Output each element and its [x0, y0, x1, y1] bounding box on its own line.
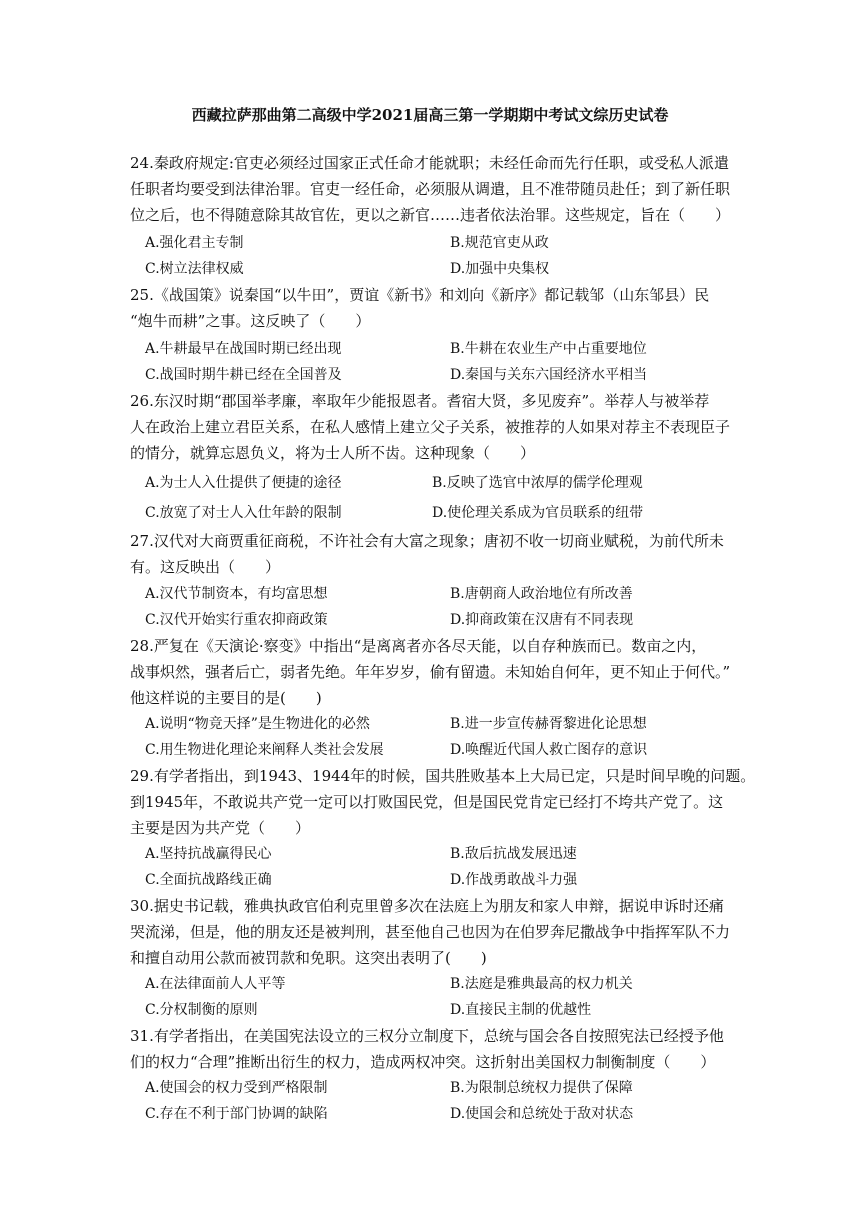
option-b: B.反映了选官中浓厚的儒学伦理观 [432, 475, 643, 491]
question-stem-line: 24.秦政府规定:官吏必须经过国家正式任命才能就职；未经任命而先行任职，或受私人派遣 [130, 154, 729, 172]
question-stem-line: 战事炽然，强者后亡，弱者先绝。年年岁岁，偷有留遗。未知始自何年，更不知止于何代。” [130, 663, 731, 681]
question-stem-line: 任职者均要受到法律治罪。官吏一经任命，必须服从调遣，且不准带随员赴任；到了新任职 [130, 180, 731, 198]
question-stem-line: 27.汉代对大商贾重征商税，不许社会有大富之现象；唐初不收一切商业赋税，为前代所未 [130, 532, 724, 550]
option-c: C.放宽了对士人入仕年龄的限制 [145, 505, 342, 521]
option-b: B.法庭是雅典最高的权力机关 [450, 976, 633, 992]
option-a: A.牛耕最早在战国时期已经出现 [145, 341, 342, 357]
option-b: B.敌后抗战发展迅速 [450, 846, 577, 862]
option-c: C.战国时期牛耕已经在全国普及 [145, 367, 342, 383]
option-b: B.进一步宣传赫胥黎进化论思想 [450, 716, 647, 732]
question-stem-line: 25.《战国策》说秦国“以牛田”，贾谊《新书》和刘向《新序》都记载邹（山东邹县）民 [130, 286, 710, 304]
question-stem-line: 到1945年，不敢说共产党一定可以打败国民党，但是国民党肯定已经打不垮共产党了。这 [130, 793, 724, 811]
question-stem-line: 31.有学者指出，在美国宪法设立的三权分立制度下，总统与国会各自按照宪法已经授予他 [130, 1027, 724, 1045]
question-stem-line: 他这样说的主要目的是( ) [130, 689, 322, 707]
question-stem-line: 30.据史书记载，雅典执政官伯利克里曾多次在法庭上为朋友和家人申辩，据说申诉时还痛 [130, 897, 724, 915]
question-stem-line: 位之后，也不得随意除其故官佐，更以之新官……违者依法治罪。这些规定，旨在（ ） [130, 206, 731, 224]
question-stem-line: “炮牛而耕”之事。这反映了（ ） [130, 312, 371, 330]
question-stem-line: 和擅自动用公款而被罚款和免职。这突出表明了( ) [130, 949, 487, 967]
option-b: B.唐朝商人政治地位有所改善 [450, 586, 633, 602]
question-stem-line: 29.有学者指出，到1943、1944年的时候，国共胜败基本上大局已定，只是时间早晚的问题。 [130, 767, 756, 785]
option-c: C.汉代开始实行重农抑商政策 [145, 612, 328, 628]
question-stem-line: 有。这反映出（ ） [130, 558, 281, 576]
option-d: D.秦国与关东六国经济水平相当 [450, 367, 648, 383]
option-c: C.用生物进化理论来阐释人类社会发展 [145, 742, 384, 758]
question-stem-line: 人在政治上建立君臣关系，在私人感情上建立父子关系，被推荐的人如果对荐主不表现臣子 [130, 418, 731, 436]
option-a: A.强化君主专制 [145, 235, 244, 251]
option-a: A.坚持抗战赢得民心 [145, 846, 272, 862]
option-c: C.存在不利于部门协调的缺陷 [145, 1106, 328, 1122]
option-d: D.直接民主制的优越性 [450, 1002, 592, 1018]
question-stem-line: 26.东汉时期“郡国举孝廉，率取年少能报恩者。耆宿大贤，多见废弃”。举荐人与被举荐 [130, 392, 710, 410]
option-b: B.为限制总统权力提供了保障 [450, 1080, 633, 1096]
option-c: C.分权制衡的原则 [145, 1002, 258, 1018]
question-stem-line: 的情分，就算忘恩负义，将为士人所不齿。这种现象（ ） [130, 444, 536, 462]
option-c: C.全面抗战路线正确 [145, 872, 272, 888]
question-stem-line: 主要是因为共产党（ ） [130, 819, 311, 837]
option-d: D.唤醒近代国人救亡图存的意识 [450, 742, 648, 758]
question-stem-line: 们的权力“合理”推断出衍生的权力，造成两权冲突。这折射出美国权力制衡制度（ ） [130, 1053, 716, 1071]
question-stem-line: 哭流涕，但是，他的朋友还是被判刑，甚至他自己也因为在伯罗奔尼撒战争中指挥军队不力 [130, 923, 731, 941]
option-a: A.在法律面前人人平等 [145, 976, 286, 992]
option-b: B.牛耕在农业生产中占重要地位 [450, 341, 647, 357]
option-d: D.加强中央集权 [450, 261, 550, 277]
option-a: A.为士人入仕提供了便捷的途径 [145, 475, 342, 491]
option-d: D.作战勇敢战斗力强 [450, 872, 578, 888]
option-d: D.使伦理关系成为官员联系的纽带 [432, 505, 644, 521]
option-a: A.汉代节制资本，有均富思想 [145, 586, 328, 602]
question-stem-line: 28.严复在《天演论·察变》中指出“是离离者亦各尽天能，以自存种族而已。数亩之内， [130, 637, 707, 655]
option-d: D.抑商政策在汉唐有不同表现 [450, 612, 634, 628]
option-b: B.规范官吏从政 [450, 235, 549, 251]
option-d: D.使国会和总统处于敌对状态 [450, 1106, 634, 1122]
exam-title: 西藏拉萨那曲第二高级中学2021届高三第一学期期中考试文综历史试卷 [191, 106, 669, 124]
option-a: A.使国会的权力受到严格限制 [145, 1080, 328, 1096]
option-a: A.说明“物竞天择”是生物进化的必然 [145, 716, 370, 732]
option-c: C.树立法律权威 [145, 261, 244, 277]
